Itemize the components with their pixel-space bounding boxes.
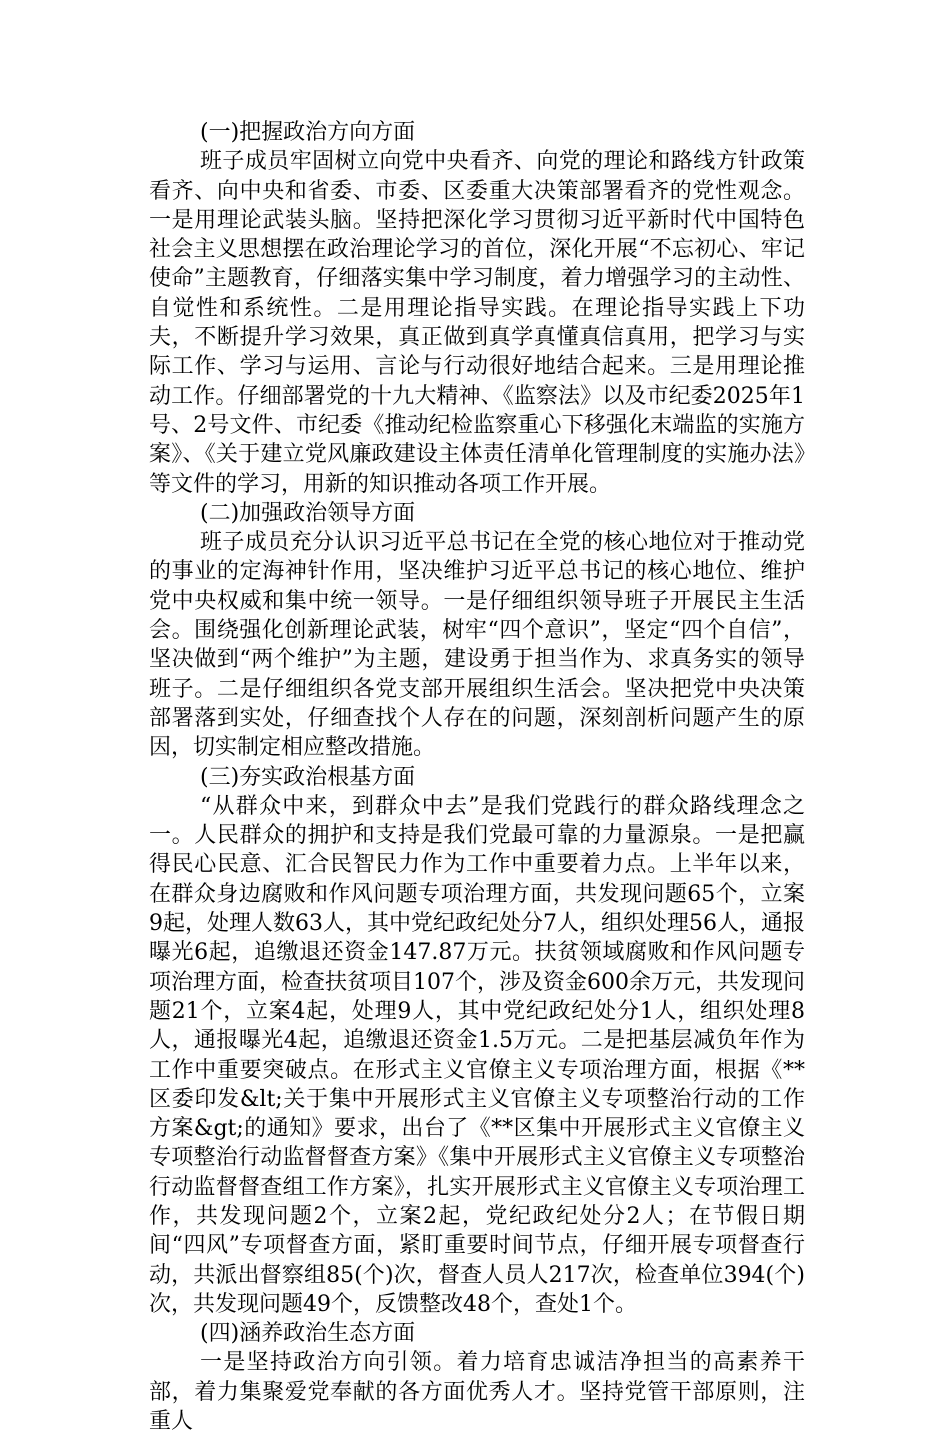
section-political-ecology bbox=[149, 1319, 805, 1436]
section-political-leadership bbox=[149, 499, 805, 763]
section-paragraph: 班子成员牢固树立向党中央看齐、向党的理论和路线方针政策看齐、向中央和省委、市委、区委重大决策部署看齐的党性观念。一是用理论武装头脑。坚持把深化学习贯彻习近平新时代中国特色社会主义思想摆在政治理论学习的首位，深化开展“不忘初心、牢记使命”主题教育，仔细落实集中学习制度，着力增强学习的主动性、自觉性和系统性。二是用理论指导实践。在理论指导实践上下功夫，不断提升学习效果，真正做到真学真懂真信真用，把学习与实际工作、学习与运用、言论与行动很好地结合起来。三是用理论推动工作。仔细部署党的十九大精神、《监察法》以及市纪委2025年1号、2号文件、市纪委《推动纪检监察重心下移强化末端监的实施方案》、《关于建立党风廉政建设主体责任清单化管理制度的实施办法》等文件的学习，用新的知识推动各项工作开展。 bbox=[149, 149, 805, 497]
section-heading: (一)把握政治方向方面 bbox=[200, 120, 416, 145]
section-heading: (四)涵养政治生态方面 bbox=[200, 1321, 416, 1347]
section-heading: (三)夯实政治根基方面 bbox=[200, 764, 416, 790]
section-paragraph: 班子成员充分认识习近平总书记在全党的核心地位对于推动党的事业的定海神针作用，坚决维护习近平总书记的核心地位、维护党中央权威和集中统一领导。一是仔细组织领导班子开展民主生活会。围绕强化创新理论武装，树牢“四个意识”，坚定“四个自信”，坚决做到“两个维护”为主题，建设勇于担当作为、求真务实的领导班子。二是仔细组织各党支部开展组织生活会。坚决把党中央决策部署落到实处，仔细查找个人存在的问题，深刻剖析问题产生的原因，切实制定相应整改措施。 bbox=[149, 530, 805, 761]
section-political-foundation bbox=[149, 763, 805, 1320]
section-paragraph: 一是坚持政治方向引领。着力培育忠诚洁净担当的高素养干部，着力集聚爱党奉献的各方面优秀人才。坚持党管干部原则，注重人 bbox=[149, 1350, 805, 1435]
section-political-direction bbox=[149, 118, 805, 499]
document-body bbox=[149, 118, 805, 1436]
section-paragraph: “从群众中来，到群众中去”是我们党践行的群众路线理念之一。人民群众的拥护和支持是我们党最可靠的力量源泉。一是把赢得民心民意、汇合民智民力作为工作中重要着力点。上半年以来，在群众身边腐败和作风问题专项治理方面，共发现问题65个，立案9起，处理人数63人，其中党纪政纪处分7人，组织处理56人，通报曝光6起，追缴退还资金147.87万元。扶贫领域腐败和作风问题专项治理方面，检查扶贫项目107个，涉及资金600余万元，共发现问题21个，立案4起，处理9人，其中党纪政纪处分1人，组织处理8人，通报曝光4起，追缴退还资金1.5万元。二是把基层减负年作为工作中重要突破点。在形式主义官僚主义专项治理方面，根据《**区委印发&lt;关于集中开展形式主义官僚主义专项整治行动的工作方案&gt;的通知》要求，出台了《**区集中开展形式主义官僚主义专项整治行动监督督查方案》《集中开展形式主义官僚主义专项整治行动监督督查组工作方案》，扎实开展形式主义官僚主义专项治理工作，共发现问题2个，立案2起，党纪政纪处分2人；在节假日期间“四风”专项督查方面，紧盯重要时间节点，仔细开展专项督查行动，共派出督察组85(个)次，督查人员人217次，检查单位394(个)次，共发现问题49个，反馈整改48个，查处1个。 bbox=[149, 793, 805, 1317]
section-heading: (二)加强政治领导方面 bbox=[200, 500, 416, 526]
